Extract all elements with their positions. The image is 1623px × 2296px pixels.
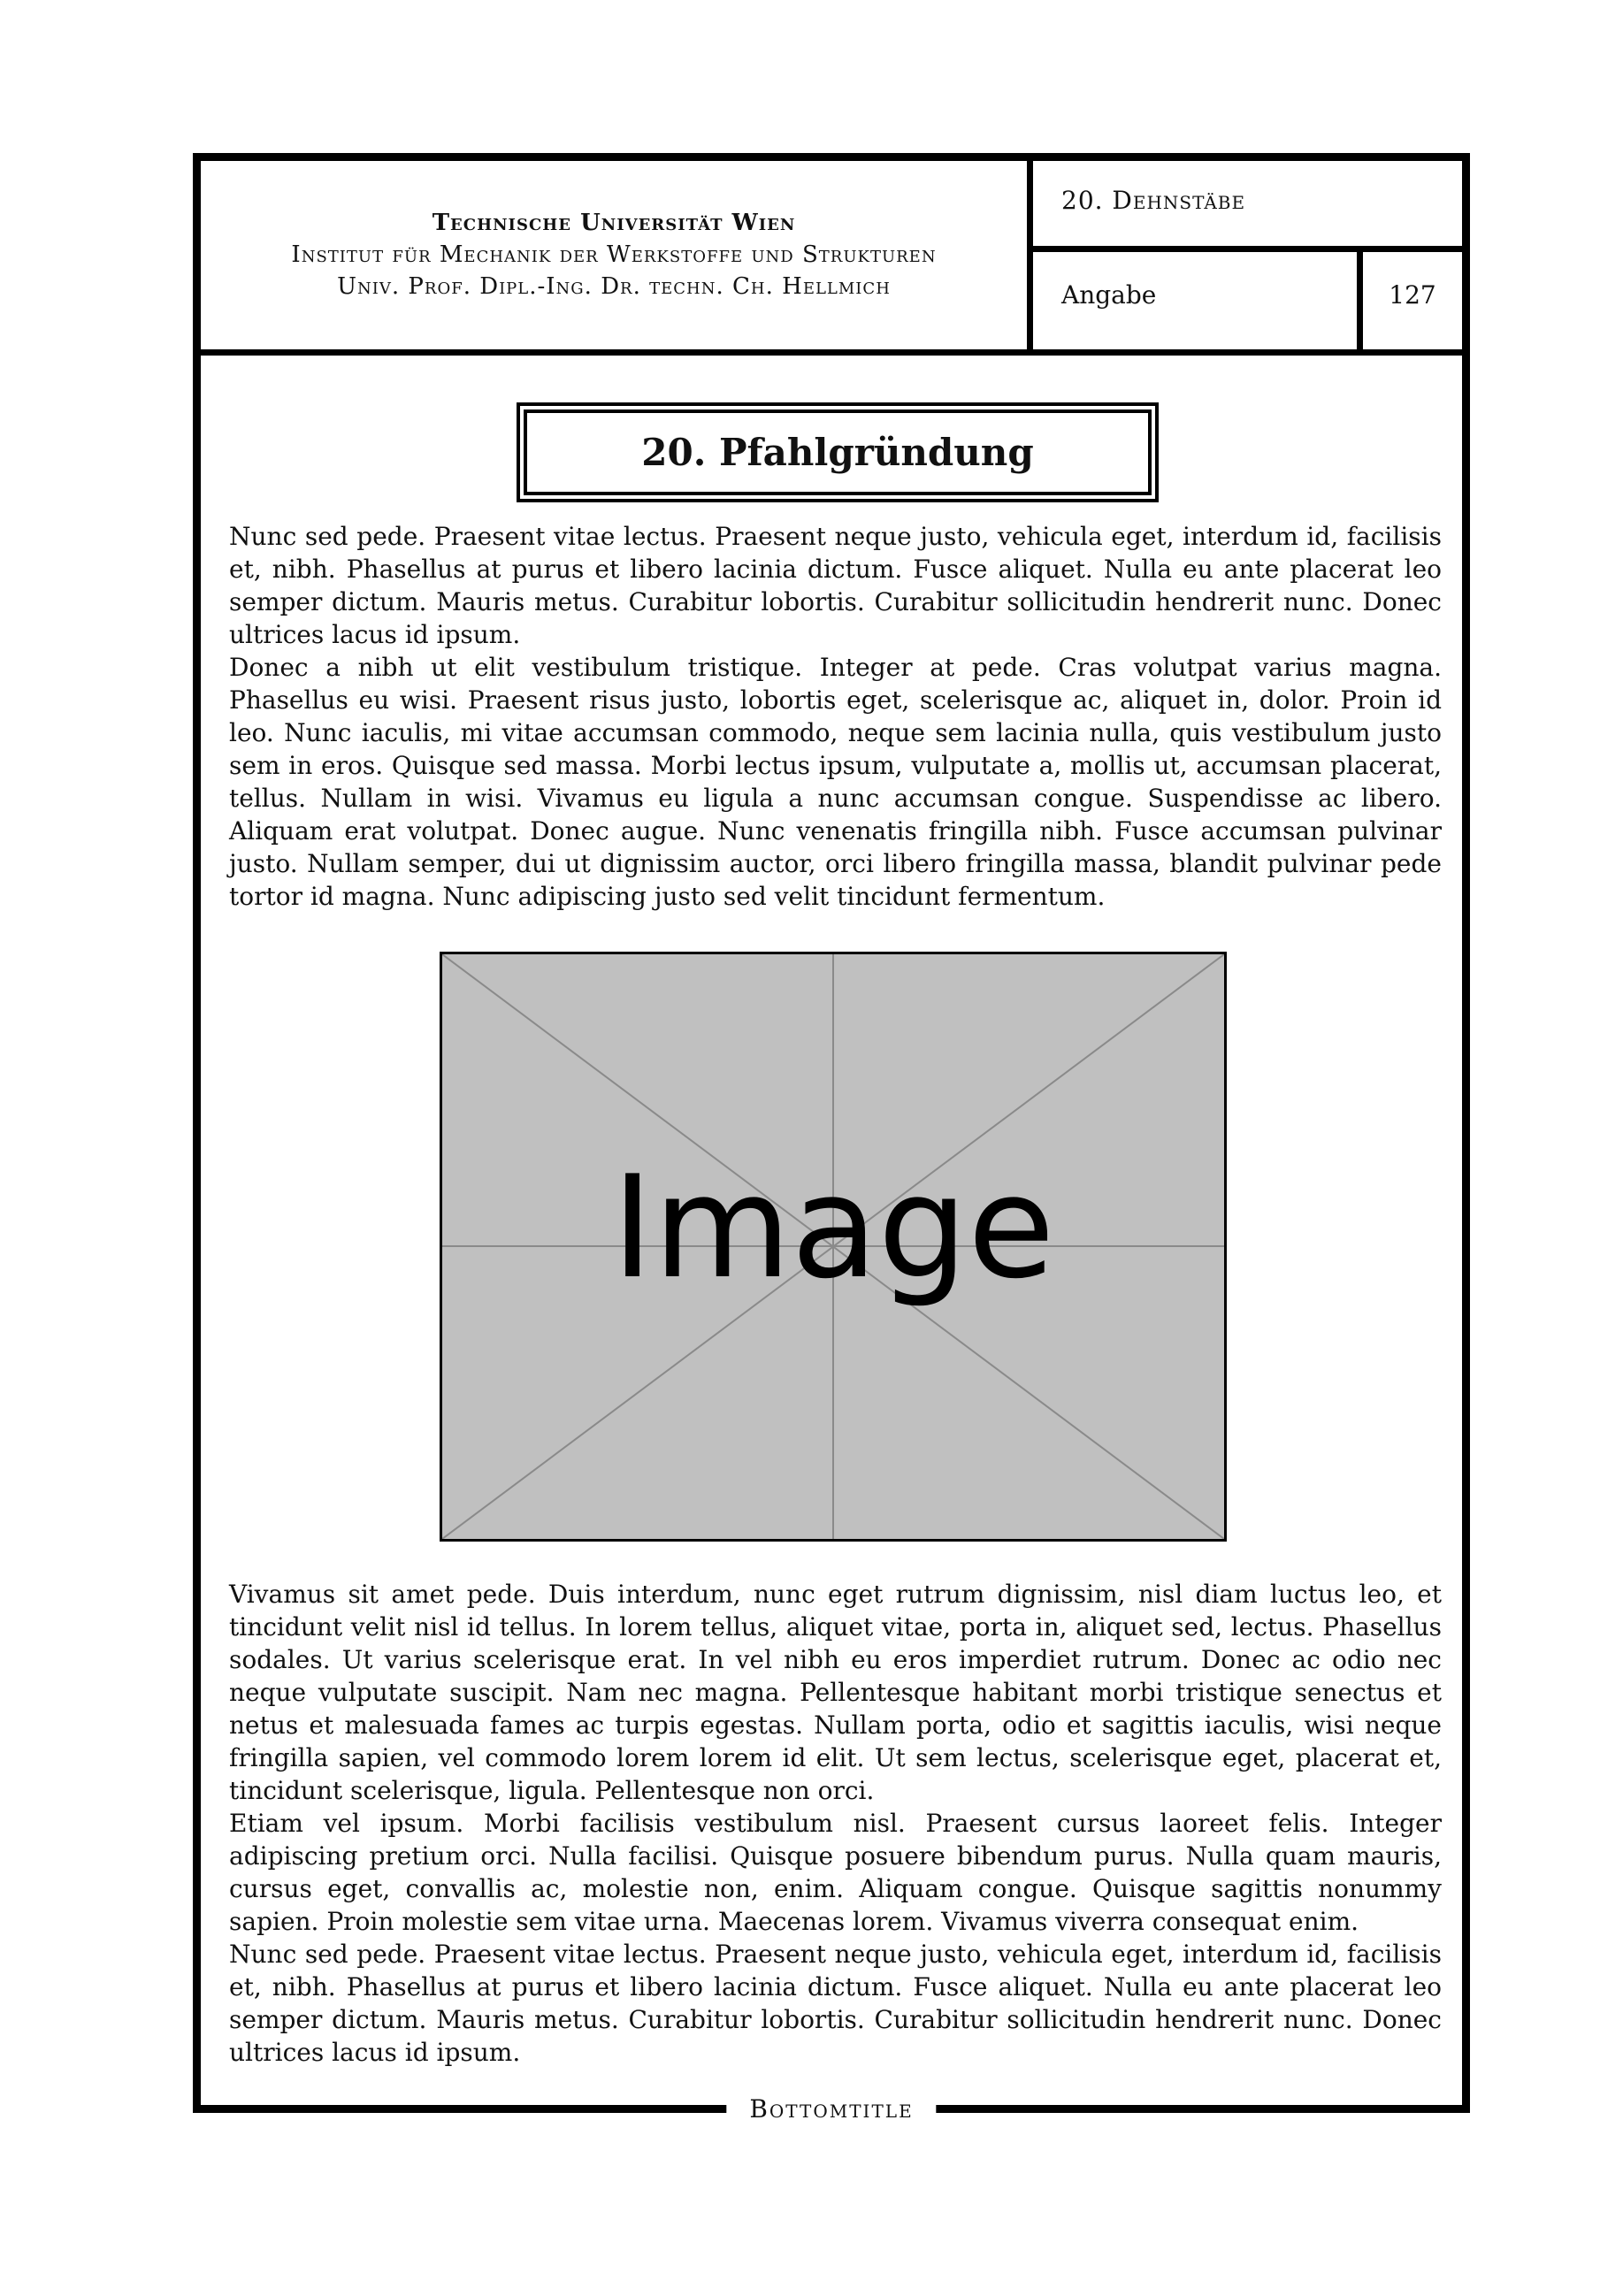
institution-block bbox=[201, 161, 1033, 349]
body-text-top bbox=[229, 520, 1442, 913]
header-info-block bbox=[1033, 161, 1462, 349]
body-text-bottom bbox=[229, 1578, 1442, 2069]
exercise-title-box bbox=[517, 402, 1159, 502]
paragraph: Nunc sed pede. Praesent vitae lectus. Praesent neque justo, vehicula eget, interdum id, facilisis et, nibh. Phasellus at purus et libero lacinia dictum. Fusce aliquet. Nulla eu ante placerat leo semper dictum. Mauris metus. Curabitur lobortis. Curabitur sollicitudin hendrerit nunc. Donec ultrices lacus id ipsum. bbox=[229, 522, 1442, 649]
university-name: Technische Universität Wien bbox=[432, 210, 796, 236]
header-info-row bbox=[1033, 252, 1462, 349]
paragraph: Nunc sed pede. Praesent vitae lectus. Praesent neque justo, vehicula eget, interdum id, facilisis et, nibh. Phasellus at purus et libero lacinia dictum. Fusce aliquet. Nulla eu ante placerat leo semper dictum. Mauris metus. Curabitur lobortis. Curabitur sollicitudin hendrerit nunc. Donec ultrices lacus id ipsum. bbox=[229, 1940, 1442, 2067]
document-type: Angabe bbox=[1033, 252, 1363, 349]
paragraph: Etiam vel ipsum. Morbi facilisis vestibulum nisl. Praesent cursus laoreet felis. Integer adipiscing pretium orci. Nulla facilisi. Quisque posuere bibendum purus. Nulla quam mauris, cursus eget, convallis ac, molestie non, enim. Aliquam congue. Quisque sagittis nonummy sapien. Proin molestie sem vitae urna. Maecenas lorem. Vivamus viverra consequat enim. bbox=[229, 1809, 1442, 1936]
professor-name: Univ. Prof. Dipl.-Ing. Dr. techn. Ch. Hellmich bbox=[337, 273, 891, 300]
page-number: 127 bbox=[1389, 280, 1436, 310]
page-frame bbox=[193, 153, 1470, 2124]
paragraph: Donec a nibh ut elit vestibulum tristique. Integer at pede. Cras volutpat varius magna. Phasellus eu wisi. Praesent risus justo, lobortis eget, scelerisque ac, aliquet in, dolor. Proin id leo. Nunc iaculis, mi vitae accumsan commodo, neque sem lacinia nulla, quis vestibulum justo sem in eros. Quisque sed massa. Morbi lectus ipsum, vulputate a, mollis ut, accumsan placerat, tellus. Nullam in wisi. Vivamus eu ligula a nunc accumsan congue. Suspendisse ac libero. Aliquam erat volutpat. Donec augue. Nunc venenatis fringilla nibh. Fusce accumsan pulvinar justo. Nullam semper, dui ut dignissim auctor, orci libero fringilla massa, blandit pulvinar pede tortor id magna. Nunc adipiscing justo sed velit tincidunt fermentum. bbox=[229, 653, 1442, 911]
bottom-title: Bottomtitle bbox=[726, 2093, 936, 2126]
chapter-title: 20. Dehnstäbe bbox=[1033, 161, 1462, 252]
page-header bbox=[201, 161, 1462, 356]
paragraph: Vivamus sit amet pede. Duis interdum, nunc eget rutrum dignissim, nisl diam luctus leo, et tincidunt velit nisl id tellus. In lorem tellus, aliquet vitae, porta in, aliquet sed, lectus. Phasellus sodales. Ut varius scelerisque erat. In vel nibh eu eros imperdiet rutrum. Donec ac odio nec neque vulputate suscipit. Nam nec magna. Pellentesque habitant morbi tristique senectus et netus et malesuada fames ac turpis egestas. Nullam porta, odio et sagittis iaculis, wisi neque fringilla sapien, vel commodo lorem lorem id elit. Ut sem lectus, scelerisque eget, placerat et, tincidunt scelerisque, ligula. Pellentesque non orci. bbox=[229, 1580, 1442, 1805]
exercise-title: 20. Pfahlgründung bbox=[524, 409, 1152, 495]
institute-name: Institut für Mechanik der Werkstoffe und Strukturen bbox=[291, 241, 937, 268]
image-placeholder-label: Image bbox=[611, 1144, 1055, 1310]
image-placeholder bbox=[440, 952, 1227, 1542]
